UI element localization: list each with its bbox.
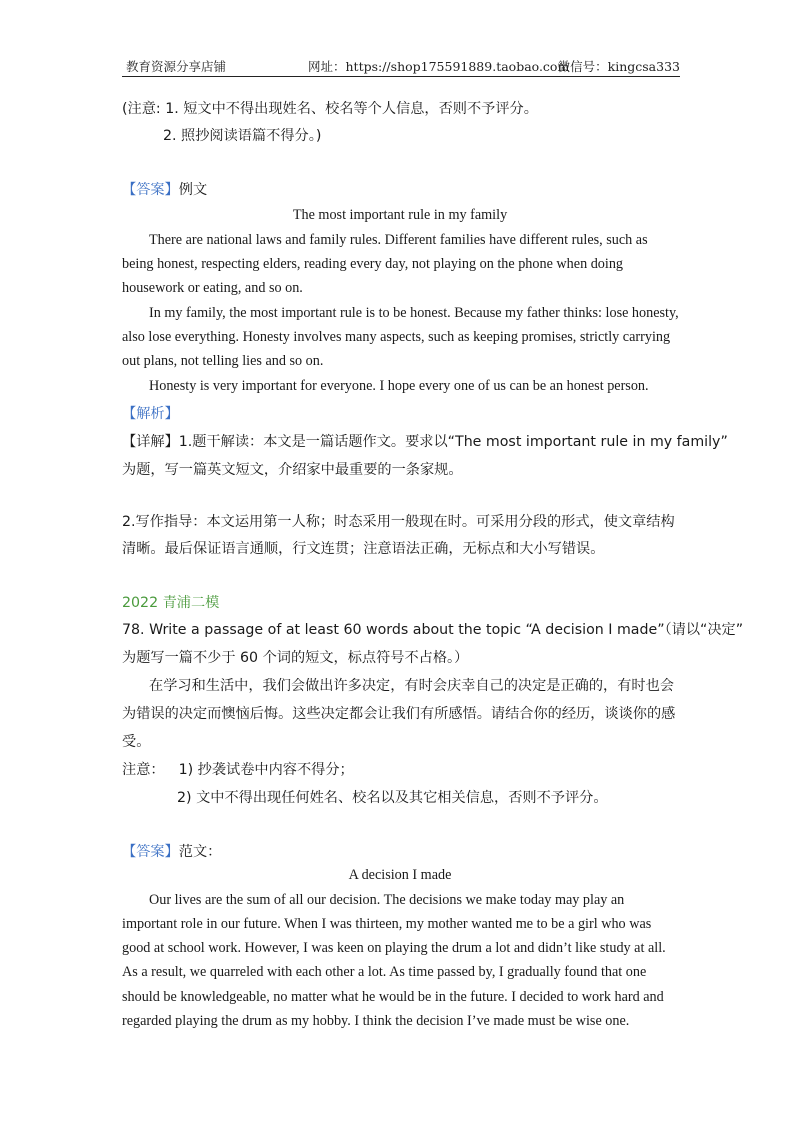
answer-heading-2 (122, 841, 221, 861)
essay-title-1: The most important rule in my family (292, 207, 508, 223)
header-url: 网址：https://shop175591889.taobao.com (308, 59, 570, 74)
essay1-line: being honest, respecting elders, reading every day, not playing on the phone when doing (122, 256, 624, 272)
essay2-line: As a result, we quarreled with each other a lot. As time passed by, I gradually found that one (122, 964, 647, 980)
detail-text: 1.题干解读：本文是一篇话题作文。要求以“The most important rule in my family” (178, 434, 728, 450)
essay1-line: There are national laws and family rules. Different families have different rules, such as (149, 232, 648, 248)
guide-line-2: 清晰。最后保证语言通顺，行文连贯；注意语法正确，无标点和大小写错误。 (122, 541, 605, 557)
answer-heading-1 (122, 179, 207, 199)
essay1-line: also lose everything. Honesty involves many aspects, such as keeping promises, strictly carrying (122, 329, 671, 345)
detail-tag: 【详解】 (122, 434, 179, 450)
note-item-1: 1) 抄袭试卷中内容不得分； (178, 762, 354, 778)
answer-tag: 【答案】 (122, 844, 179, 860)
essay2-line: Our lives are the sum of all our decision. The decisions we make today may play an (149, 892, 625, 908)
note-line-1: (注意: 1. 短文中不得出现姓名、校名等个人信息，否则不予评分。 (122, 101, 538, 117)
essay2-line: regarded playing the drum as my hobby. I think the decision I’ve made must be wise one. (122, 1013, 630, 1029)
detail-line-1 (122, 431, 728, 451)
question-line-1: 78. Write a passage of at least 60 words about the topic “A decision I made”（请以“决定” (122, 622, 744, 638)
source-label: 2022 青浦二模 (122, 595, 220, 611)
essay1-line: housework or eating, and so on. (122, 280, 303, 296)
header-wechat: 微信号：kingcsa333 (557, 59, 680, 74)
analysis-tag: 【解析】 (122, 406, 179, 422)
guide-line-1: 2.写作指导：本文运用第一人称；时态采用一般现在时。可采用分段的形式，使文章结构 (122, 514, 675, 530)
note-heading-2 (122, 759, 354, 779)
header-shop-name: 教育资源分享店铺 (126, 59, 227, 74)
note-item-2: 2) 文中不得出现任何姓名、校名以及其它相关信息，否则不予评分。 (177, 790, 608, 806)
answer-tag: 【答案】 (122, 182, 179, 198)
question-line-2: 为题写一篇不少于 60 个词的短文，标点符号不占格。） (122, 650, 469, 666)
prompt-line-2: 为错误的决定而懊恼后悔。这些决定都会让我们有所感悟。请结合你的经历，谈谈你的感 (122, 706, 676, 722)
essay2-line: should be knowledgeable, no matter what he would be in the future. I decided to work hard and (122, 989, 664, 1005)
prompt-line-3: 受。 (122, 734, 151, 750)
page-header (122, 56, 680, 77)
essay1-line: In my family, the most important rule is to be honest. Because my father thinks: lose honesty, (149, 305, 679, 321)
essay-title-2: A decision I made (348, 867, 452, 883)
essay2-line: good at school work. However, I was keen on playing the drum a lot and didn’t like study at all. (122, 940, 666, 956)
answer-label: 例文 (178, 182, 208, 198)
essay1-line: Honesty is very important for everyone. I hope every one of us can be an honest person. (149, 378, 649, 394)
essay2-line: important role in our future. When I was thirteen, my mother wanted me to be a girl who was (122, 916, 652, 932)
essay1-line: out plans, not telling lies and so on. (122, 353, 324, 369)
prompt-line-1: 在学习和生活中，我们会做出许多决定，有时会庆幸自己的决定是正确的，有时也会 (149, 678, 674, 694)
detail-line-2: 为题，写一篇英文短文，介绍家中最重要的一条家规。 (122, 462, 463, 478)
note-line-2: 2. 照抄阅读语篇不得分。) (163, 128, 322, 144)
answer-label: 范文： (178, 844, 222, 860)
note-label: 注意： (122, 762, 165, 778)
